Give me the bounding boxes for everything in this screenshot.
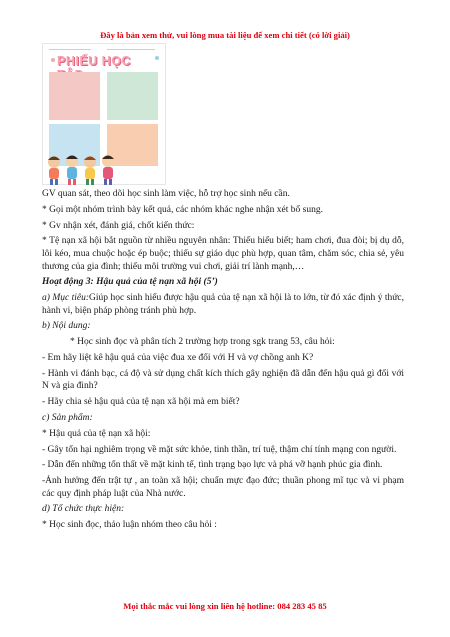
paragraph [42, 292, 404, 317]
worksheet-header-lines [49, 47, 161, 52]
worksheet-box-2 [107, 72, 158, 120]
sub-heading: c) Sản phẩm: [42, 412, 93, 423]
paragraph: - Hành vi đánh bạc, cá độ và sử dụng chất kích thích gây nghiện đã dẫn đến hậu quả gì đối với N và gia đình? [42, 368, 404, 392]
document-body [42, 188, 404, 535]
paragraph: * Học sinh đọc và phân tích 2 trường hợp trong sgk trang 53, câu hỏi: [70, 337, 335, 348]
paragraph: - Hãy chia sẻ hậu quả của tệ nạn xã hội mà em biết? [42, 397, 240, 408]
child-figure [66, 155, 78, 185]
child-figure [84, 156, 96, 185]
paragraph: - Gây tổn hại nghiêm trọng về mặt sức khỏe, tinh thần, trí tuệ, thậm chí tính mạng con người. [42, 444, 397, 455]
paragraph: * Hậu quả của tệ nạn xã hội: [42, 428, 151, 439]
paragraph: - Em hãy liệt kê hậu quả của việc đua xe đối với H và vợ chồng anh K? [42, 353, 314, 364]
worksheet-box-1 [49, 72, 100, 120]
label-objective: a) Mục tiêu: [42, 293, 90, 304]
worksheet-title: PHIẾU HỌC [57, 54, 131, 68]
paragraph: - Dẫn đến những tổn thất về mặt kinh tế, tình trạng bạo lực và phá vỡ hạnh phúc gia đình. [42, 460, 383, 471]
paragraph: * Gv nhận xét, đánh giá, chốt kiến thức: [42, 220, 195, 231]
decor-dot [51, 58, 55, 62]
header-notice: Đây là bản xem thử, vui lòng mua tài liệu để xem chi tiết (có lời giải) [100, 30, 350, 40]
child-figure [48, 156, 60, 185]
paragraph: -Ảnh hưởng đến trật tự , an toàn xã hội; chuẩn mực đạo đức; thuần phong mĩ tục và vi phạm các quy định pháp luật của Nhà nước. [42, 476, 404, 499]
children-illustration [42, 150, 122, 186]
paragraph: * Tệ nạn xã hội bắt nguồn từ nhiều nguyên nhân: Thiếu hiểu biết; ham chơi, đua đòi; bị dụ dỗ, lôi kéo, mua chuộc hoặc ép buộc; thiếu sự giáo dục phù hợp, quan tâm, chăm sóc, chia sẻ, yêu thương của gia đình; thiếu môi trường vui chơi, giải trí lành mạnh,… [42, 236, 404, 272]
paragraph: GV quan sát, theo dõi học sinh làm việc, hỗ trợ học sinh nếu cần. [42, 189, 290, 199]
sub-heading: d) Tổ chức thực hiện: [42, 504, 125, 515]
paragraph: * Học sinh đọc, thảo luận nhóm theo câu hỏi : [42, 520, 217, 531]
objective-text: Giúp học sinh hiểu được hậu quả của tệ nạn xã hội là to lớn, từ đó xác định ý thức, hành vi, biện pháp phòng tránh phù hợp. [42, 293, 405, 316]
footer-notice: Mọi thắc mắc vui lòng xin liên hệ hotline: 084 283 45 85 [123, 601, 327, 611]
paragraph: * Gọi một nhóm trình bày kết quả, các nhóm khác nghe nhận xét bổ sung. [42, 204, 323, 215]
section-heading: Hoạt động 3: Hậu quả của tệ nạn xã hội (5’) [42, 277, 218, 288]
sub-heading: b) Nội dung: [42, 321, 91, 332]
child-figure [102, 155, 114, 185]
